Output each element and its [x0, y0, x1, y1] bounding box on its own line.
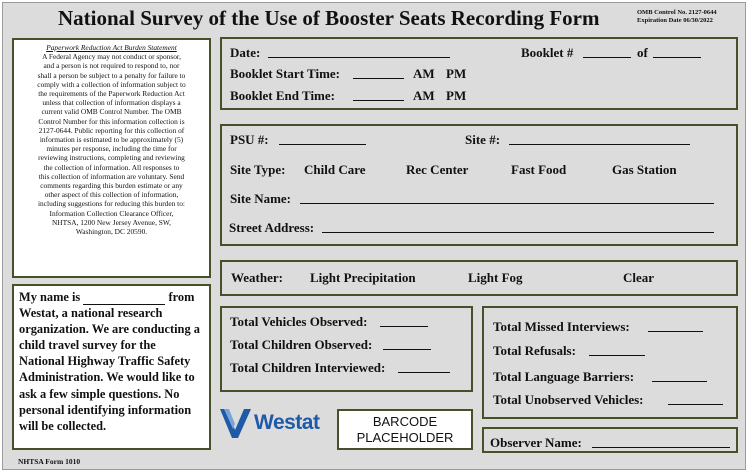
observer-name-label: Observer Name:	[490, 435, 582, 450]
paperwork-line: including suggestions for reducing this burden to:	[38, 199, 185, 209]
paperwork-line: Washington, DC 20590.	[75, 227, 148, 237]
paperwork-line: NHTSA, 1200 New Jersey Avenue, SW,	[51, 217, 172, 227]
barcode-placeholder	[337, 409, 473, 450]
site-type-gas-station[interactable]: Gas Station	[612, 162, 677, 177]
site-type-child-care[interactable]: Child Care	[304, 162, 366, 177]
booklet-end-time-field[interactable]	[353, 87, 404, 101]
date-label: Date:	[230, 45, 261, 60]
total-language-field[interactable]	[652, 368, 707, 382]
psu-field[interactable]	[279, 131, 366, 145]
paperwork-line: Information Collection Clearance Officer,	[49, 208, 174, 218]
booklet-number-field[interactable]	[583, 44, 631, 58]
westat-logo-mark	[220, 409, 251, 438]
intro-body: Westat, a national research organization. We are conducting a child travel survey for the National Highway Traffic Safety Administration. We would like to ask a few simple questions. No personal identifying information will be collected.	[19, 306, 200, 433]
interviewer-intro	[12, 284, 211, 450]
paperwork-line: current valid OMB Control Number. The OMB	[41, 107, 182, 117]
interviewer-name-field[interactable]	[83, 291, 165, 305]
paperwork-line: 2127-0644. Public reporting for this collection of	[38, 125, 185, 135]
total-children-field[interactable]	[383, 336, 431, 350]
weather-label: Weather:	[231, 270, 283, 285]
booklet-number-label: Booklet #	[521, 45, 574, 60]
paperwork-statement	[12, 38, 211, 278]
barcode-line-1: BARCODE	[372, 414, 438, 429]
total-vehicles-label: Total Vehicles Observed:	[230, 314, 368, 329]
booklet-start-pm[interactable]: PM	[446, 66, 467, 81]
total-missed-label: Total Missed Interviews:	[493, 319, 630, 334]
omb-expiration-date: Expiration Date 06/30/2022	[637, 17, 713, 24]
booklet-start-label: Booklet Start Time:	[230, 66, 341, 81]
paperwork-line: the requirements of the Paperwork Reduction Act	[38, 89, 185, 99]
paperwork-line: the collection of information. All responses to	[43, 162, 180, 172]
paperwork-line: this collection of information are voluntary. Send	[38, 171, 185, 181]
paperwork-line: information is estimated to be approximately (5)	[39, 135, 184, 145]
total-vehicles-field[interactable]	[380, 313, 428, 327]
form-title: National Survey of the Use of Booster Seats Recording Form	[58, 6, 600, 30]
booklet-end-am[interactable]: AM	[413, 88, 435, 103]
booklet-end-pm[interactable]: PM	[446, 88, 467, 103]
paperwork-line: other aspect of this collection of information,	[44, 190, 179, 200]
site-type-rec-center[interactable]: Rec Center	[406, 162, 469, 177]
weather-light-fog[interactable]: Light Fog	[468, 270, 523, 285]
site-type-fast-food[interactable]: Fast Food	[511, 162, 567, 177]
paperwork-line: comments regarding this burden estimate or any	[40, 181, 183, 191]
intro-name-suffix: from	[168, 290, 195, 304]
site-type-label: Site Type:	[230, 162, 286, 177]
total-missed-field[interactable]	[648, 318, 703, 332]
barcode-line-2: PLACEHOLDER	[356, 430, 454, 445]
weather-light-precipitation[interactable]: Light Precipitation	[310, 270, 416, 285]
booklet-total-field[interactable]	[653, 44, 701, 58]
paperwork-line: shall a person be subject to a penalty for failure to	[37, 70, 186, 80]
street-address-field[interactable]	[322, 219, 714, 233]
weather-clear[interactable]: Clear	[623, 270, 655, 285]
paperwork-line: comply with a collection of information subject to	[37, 79, 186, 89]
paperwork-statement-title: Paperwork Reduction Act Burden Statement	[46, 43, 177, 52]
booklet-start-time-field[interactable]	[353, 65, 404, 79]
intro-name-prefix: My name is	[19, 290, 81, 304]
paperwork-line: minutes per response, including the time for	[46, 144, 177, 154]
booklet-of-label: of	[637, 45, 648, 60]
total-interviewed-label: Total Children Interviewed:	[230, 360, 386, 375]
paperwork-line: reviewing instructions, completing and reviewing	[38, 153, 185, 163]
paperwork-line: unless that collection of information displays a	[42, 98, 181, 108]
total-children-label: Total Children Observed:	[230, 337, 373, 352]
booklet-end-label: Booklet End Time:	[230, 88, 335, 103]
site-number-field[interactable]	[509, 131, 690, 145]
total-language-label: Total Language Barriers:	[493, 369, 635, 384]
omb-info	[637, 9, 717, 25]
westat-logo-text: Westat	[254, 411, 320, 434]
street-address-label: Street Address:	[229, 220, 315, 235]
site-name-label: Site Name:	[230, 191, 292, 206]
psu-label: PSU #:	[230, 132, 269, 147]
site-name-field[interactable]	[300, 190, 714, 204]
total-interviewed-field[interactable]	[398, 359, 450, 373]
booklet-start-am[interactable]: AM	[413, 66, 435, 81]
total-unobserved-field[interactable]	[668, 391, 723, 405]
omb-control-number: OMB Control No. 2127-0644	[637, 9, 717, 16]
site-number-label: Site #:	[465, 132, 501, 147]
form-number: NHTSA Form 1010	[18, 457, 81, 466]
observer-name-field[interactable]	[592, 434, 730, 448]
total-refusals-label: Total Refusals:	[493, 343, 576, 358]
paperwork-line: A Federal Agency may not conduct or sponsor,	[42, 52, 181, 62]
total-refusals-field[interactable]	[589, 342, 645, 356]
paperwork-line: Control Number for this information collection is	[38, 116, 185, 126]
date-field[interactable]	[268, 44, 450, 58]
paperwork-line: and a person is not required to respond to, nor	[43, 61, 180, 71]
total-unobserved-label: Total Unobserved Vehicles:	[493, 392, 644, 407]
